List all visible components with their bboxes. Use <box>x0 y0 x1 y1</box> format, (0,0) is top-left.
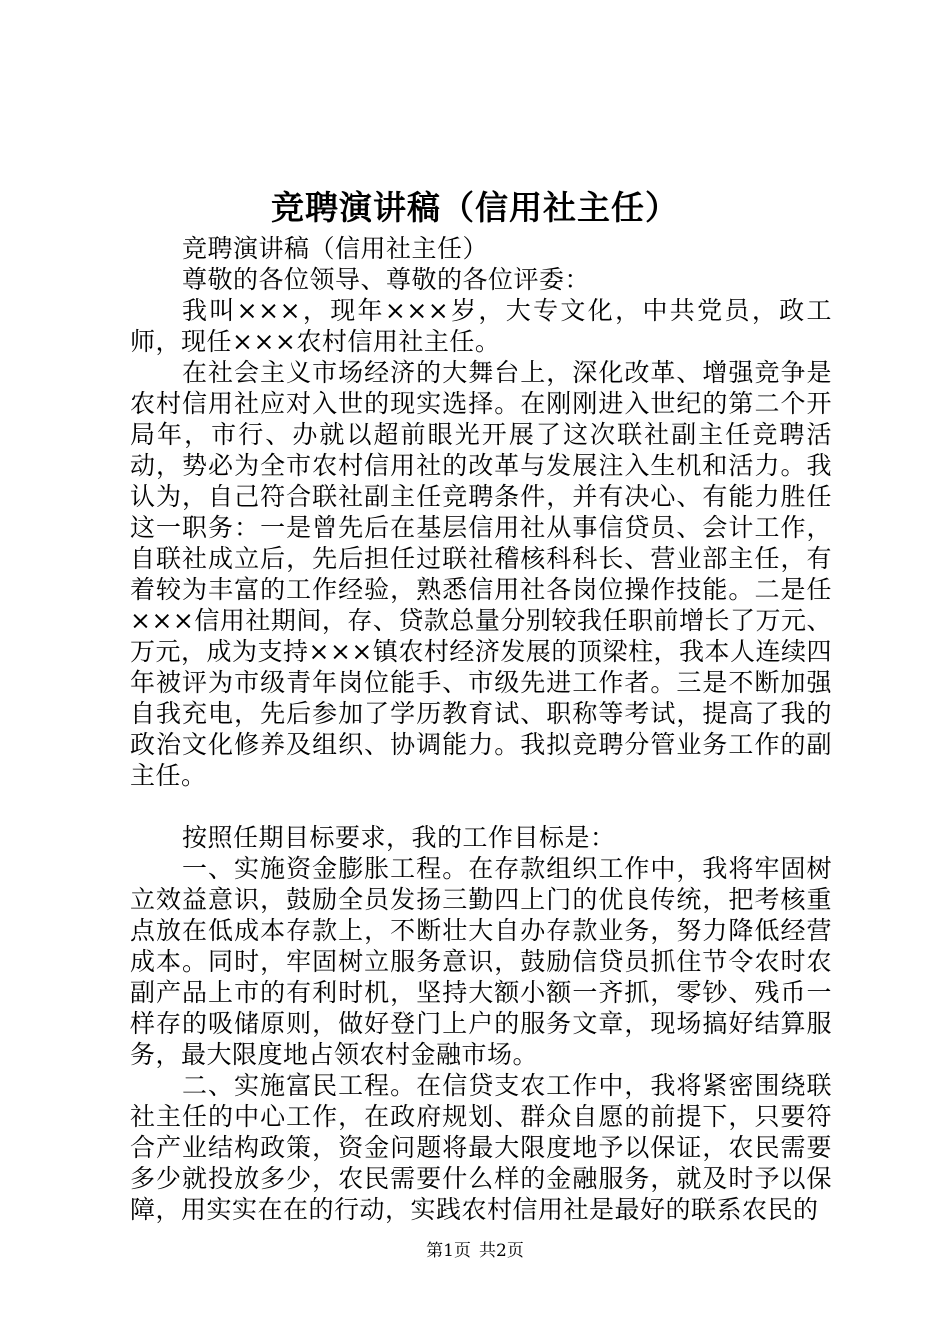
page-total: 共2页 <box>479 1241 524 1261</box>
paragraph-spacer <box>130 791 832 822</box>
body-paragraph: 在社会主义市场经济的大舞台上，深化改革、增强竞争是农村信用社应对入世的现实选择。在刚刚进入世纪的第二个开局年，市行、办就以超前眼光开展了这次联社副主任竞聘活动，势必为全市农村信用社的改革与发展注入生机和活力。我认为，自己符合联社副主任竞聘条件，并有决心、有能力胜任这一职务：一是曾先后在基层信用社从事信贷员、会计工作，自联社成立后，先后担任过联社稽核科科长、营业部主任，有着较为丰富的工作经验，熟悉信用社各岗位操作技能。二是任×××信用社期间，存、贷款总量分别较我任职前增长了万元、万元，成为支持×××镇农村经济发展的顶梁柱，我本人连续四年被评为市级青年岗位能手、市级先进工作者。三是不断加强自我充电，先后参加了学历教育试、职称等考试，提高了我的政治文化修养及组织、协调能力。我拟竞聘分管业务工作的副主任。 <box>130 358 832 790</box>
body-paragraph: 一、实施资金膨胀工程。在存款组织工作中，我将牢固树立效益意识，鼓励全员发扬三勤四上门的优良传统，把考核重点放在低成本存款上，不断壮大自办存款业务，努力降低经营成本。同时，牢固树立服务意识，鼓励信贷员抓住节令农时农副产品上市的有利时机，坚持大额小额一齐抓，零钞、残币一样存的吸储原则，做好登门上户的服务文章，现场搞好结算服务，最大限度地占领农村金融市场。 <box>130 854 832 1069</box>
body-paragraph: 二、实施富民工程。在信贷支农工作中，我将紧密围绕联社主任的中心工作，在政府规划、群众自愿的前提下，只要符合产业结构政策，资金问题将最大限度地予以保证，农民需要多少就投放多少，农民需要什么样的金融服务，就及时予以保障，用实实在在的行动，实践农村信用社是最好的联系农民的 <box>130 1071 832 1224</box>
body-paragraph: 我叫×××，现年×××岁，大专文化，中共党员，政工师，现任×××农村信用社主任。 <box>130 296 832 356</box>
salutation: 尊敬的各位领导、尊敬的各位评委： <box>182 265 591 294</box>
document-body <box>130 233 832 1225</box>
page-footer <box>0 1240 950 1262</box>
page-title: 竞聘演讲稿（信用社主任） <box>271 188 679 227</box>
page-number: 第1页 <box>426 1241 471 1261</box>
body-paragraph: 按照任期目标要求，我的工作目标是： <box>182 823 616 852</box>
body-paragraph: 竞聘演讲稿（信用社主任） <box>182 234 489 263</box>
